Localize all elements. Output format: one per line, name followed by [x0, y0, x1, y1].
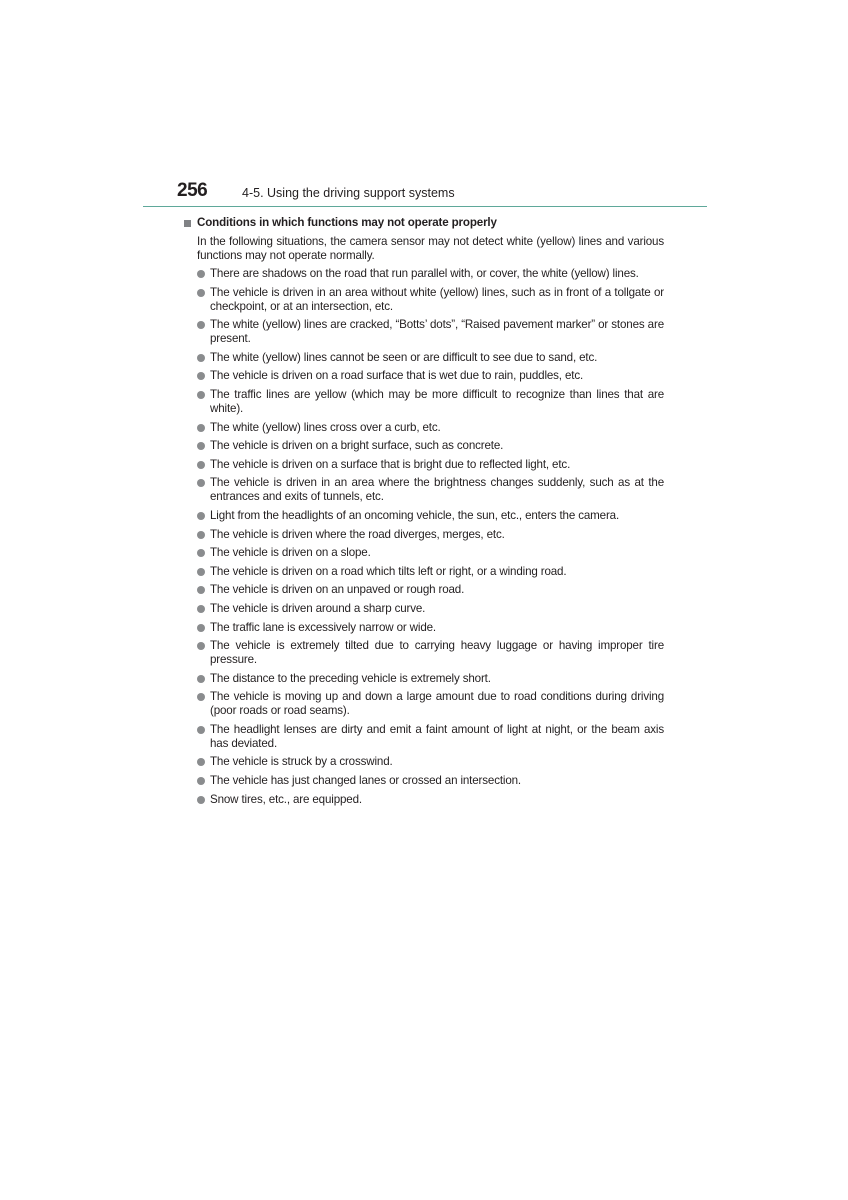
bullet-dot-icon	[197, 568, 205, 576]
list-item	[197, 421, 664, 435]
list-item	[197, 267, 664, 281]
list-item-text: There are shadows on the road that run parallel with, or cover, the white (yellow) lines.	[210, 267, 639, 280]
bullet-dot-icon	[197, 270, 205, 278]
list-item	[197, 286, 664, 314]
list-item-text: The traffic lane is excessively narrow or wide.	[210, 620, 436, 634]
list-item	[197, 774, 664, 788]
bullet-dot-icon	[197, 758, 205, 766]
list-item-text: The distance to the preceding vehicle is extremely short.	[210, 671, 491, 685]
list-item	[197, 388, 664, 416]
list-item-text: The vehicle is driven in an area where the brightness changes suddenly, such as at the entrances and exits of tunnels, etc.	[210, 476, 664, 504]
bullet-dot-icon	[197, 354, 205, 362]
list-item	[197, 351, 664, 365]
main-content	[184, 216, 664, 811]
list-item	[197, 690, 664, 718]
list-item	[197, 565, 664, 579]
bullet-dot-icon	[197, 675, 205, 683]
bullet-dot-icon	[197, 424, 205, 432]
bullet-dot-icon	[197, 624, 205, 632]
bullet-dot-icon	[197, 642, 205, 650]
list-item-text: The vehicle has just changed lanes or crossed an intersection.	[210, 774, 522, 788]
list-item-text: The vehicle is driven around a sharp curve.	[210, 601, 426, 615]
header-divider	[143, 206, 707, 207]
list-item-text: The vehicle is driven where the road diverges, merges, etc.	[210, 527, 505, 541]
list-item-text: The vehicle is driven on a surface that is bright due to reflected light, etc.	[210, 457, 571, 471]
list-item	[197, 369, 664, 383]
list-item	[197, 439, 664, 453]
list-item-text: The white (yellow) lines are cracked, “Botts’ dots”, “Raised pavement marker” or stones are present.	[210, 318, 664, 346]
bullet-dot-icon	[197, 442, 205, 450]
list-item-text: Snow tires, etc., are equipped.	[210, 792, 362, 806]
list-item-text: The vehicle is driven in an area without white (yellow) lines, such as in front of a tollgate or checkpoint, or at an intersection, etc.	[210, 285, 664, 313]
list-item	[197, 528, 664, 542]
list-item	[197, 546, 664, 560]
list-item	[197, 509, 664, 523]
page-number: 256	[177, 180, 208, 201]
list-item	[197, 793, 664, 807]
list-item-text: The vehicle is driven on a road which tilts left or right, or a winding road.	[210, 564, 567, 578]
condition-list	[184, 267, 664, 807]
bullet-dot-icon	[197, 531, 205, 539]
list-item	[197, 318, 664, 346]
list-item	[197, 639, 664, 667]
list-item-text: Light from the headlights of an oncoming vehicle, the sun, etc., enters the camera.	[210, 508, 620, 522]
list-item-text: The white (yellow) lines cannot be seen or are difficult to see due to sand, etc.	[210, 350, 598, 364]
bullet-dot-icon	[197, 693, 205, 701]
list-item-text: The vehicle is struck by a crosswind.	[210, 755, 393, 769]
list-item	[197, 583, 664, 597]
bullet-dot-icon	[197, 796, 205, 804]
bullet-dot-icon	[197, 586, 205, 594]
list-item	[197, 755, 664, 769]
intro-paragraph: In the following situations, the camera sensor may not detect white (yellow) lines and various functions may not operate normally.	[197, 235, 664, 262]
list-item	[197, 476, 664, 504]
list-item-text: The vehicle is driven on a bright surface, such as concrete.	[210, 439, 504, 453]
page-header	[177, 178, 707, 208]
list-item	[197, 621, 664, 635]
list-item-text: The vehicle is extremely tilted due to carrying heavy luggage or having improper tire pressure.	[210, 639, 664, 667]
bullet-dot-icon	[197, 549, 205, 557]
list-item	[197, 602, 664, 616]
list-item-text: The vehicle is moving up and down a large amount due to road conditions during driving (poor roads or road seams).	[210, 690, 664, 718]
section-heading-text: Conditions in which functions may not operate properly	[197, 216, 497, 229]
bullet-dot-icon	[197, 512, 205, 520]
bullet-dot-icon	[197, 289, 205, 297]
list-item-text: The vehicle is driven on a road surface that is wet due to rain, puddles, etc.	[210, 369, 584, 383]
square-bullet-icon	[184, 220, 191, 227]
list-item	[197, 723, 664, 751]
list-item	[197, 672, 664, 686]
bullet-dot-icon	[197, 479, 205, 487]
section-title: 4-5. Using the driving support systems	[242, 186, 455, 200]
bullet-dot-icon	[197, 372, 205, 380]
bullet-dot-icon	[197, 726, 205, 734]
list-item-text: The vehicle is driven on an unpaved or rough road.	[210, 583, 465, 597]
section-heading	[184, 216, 664, 230]
bullet-dot-icon	[197, 391, 205, 399]
list-item-text: The traffic lines are yellow (which may be more difficult to recognize than lines that are white).	[210, 387, 664, 415]
bullet-dot-icon	[197, 321, 205, 329]
bullet-dot-icon	[197, 461, 205, 469]
list-item	[197, 458, 664, 472]
list-item-text: The white (yellow) lines cross over a curb, etc.	[210, 420, 441, 434]
list-item-text: The headlight lenses are dirty and emit a faint amount of light at night, or the beam axis has deviated.	[210, 722, 664, 750]
bullet-dot-icon	[197, 777, 205, 785]
bullet-dot-icon	[197, 605, 205, 613]
list-item-text: The vehicle is driven on a slope.	[210, 546, 371, 560]
